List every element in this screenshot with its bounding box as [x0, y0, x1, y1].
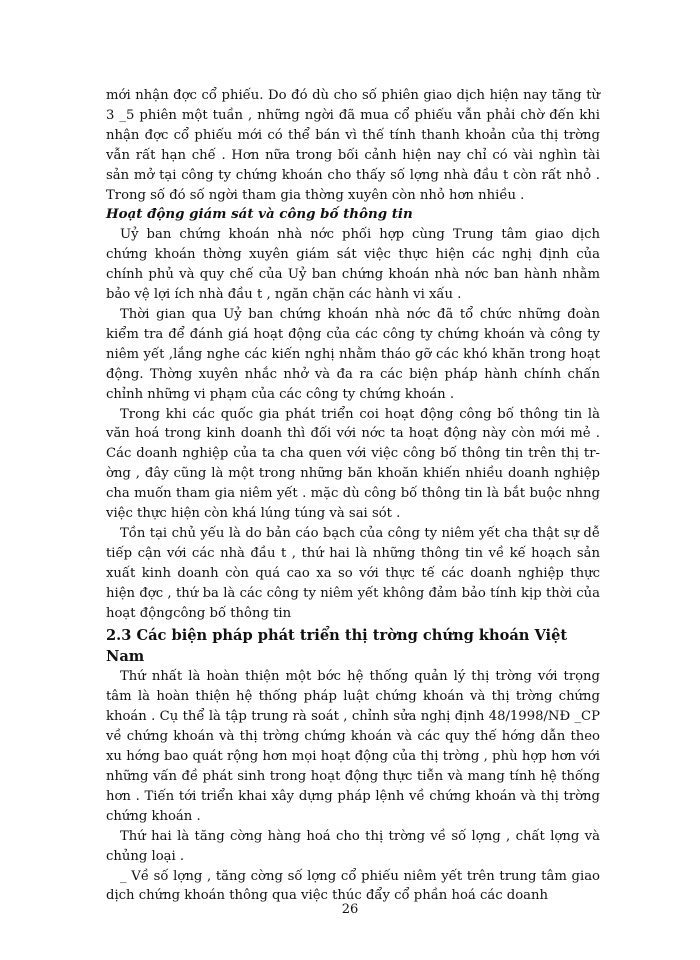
paragraph-8: _ Về số lợng , tăng cờng số lợng cổ phiếu niêm yết trên trung tâm giao dịch chứng khoán thông qua việc thúc đẩy cổ phần hoá các doanh [106, 868, 600, 904]
paragraph-1: mới nhận đợc cổ phiếu. Do đó dù cho số phiên giao dịch hiện nay tăng từ 3 _5 phiên một tuần , những ngời đã mua cổ phiếu vẫn phải chờ đến khi nhận đợc cổ phiếu mới có thể bán vì thế tính thanh khoản của thị trờng vẫn rất hạn chế . Hơn nữa trong bối cảnh hiện nay chỉ có vài nghìn tài sản mở tại công ty chứng khoán cho thấy số lợng nhà đầu t còn rất nhỏ . Trong số đó số ngời tham gia thờng xuyên còn nhỏ hơn nhiều . [106, 88, 600, 203]
paragraph-7: Thứ hai là tăng cờng hàng hoá cho thị trờng về số lợng , chất lợng và chủng loại . [106, 828, 600, 864]
paragraph-4: Trong khi các quốc gia phát triển coi hoạt động công bố thông tin là văn hoá trong kinh doanh thì đối với nớc ta hoạt động này còn mới mẻ . Các doanh nghiệp của ta cha quen với việc công bố thông tin trên thị trờng , đây cũng là một trong những băn khoăn khiến nhiều doanh nghiệp cha muốn tham gia niêm yết . mặc dù công bố thông tin là bắt buộc nhng việc thực hiện còn khá lúng túng và sai sót . [106, 406, 600, 522]
paragraph-3: Thời gian qua Uỷ ban chứng khoán nhà nớc đã tổ chức những đoàn kiểm tra để đánh giá hoạt động của các công ty chứng khoán và công ty niêm yết ,lắng nghe các kiến nghị nhằm tháo gỡ các khó khăn trong hoạt động. Thờng xuyên nhắc nhở và đa ra các biện pháp hành chính chấn chỉnh những vi phạm của các công ty chứng khoán . [106, 306, 600, 402]
page-number: 26 [341, 902, 359, 917]
paragraph-2: Uỷ ban chứng khoán nhà nớc phối hợp cùng Trung tâm giao dịch chứng khoán thờng xuyên giám sát việc thực hiện các nghị định của chính phủ và quy chế của Uỷ ban chứng khoán nhà nớc ban hành nhằm bảo vệ lợi ích nhà đầu t , ngăn chặn các hành vi xấu . [106, 227, 600, 303]
paragraph-5: Tồn tại chủ yếu là do bản cáo bạch của công ty niêm yết cha thật sự dễ tiếp cận với các nhà đầu t , thứ hai là những thông tin về kế hoạch sản xuất kinh doanh còn quá cao xa so với thực tế các doanh nghiệp thực hiện đợc , thứ ba là các công ty niêm yết không đảm bảo tính kịp thời của hoạt độngcông bố thông tin [106, 525, 600, 621]
section-heading-2-3: 2.3 Các biện pháp phát triển thị trờng chứng khoán Việt Nam [106, 627, 568, 666]
subheading-monitoring: Hoạt động giám sát và công bố thông tin [106, 206, 413, 223]
paragraph-6: Thứ nhất là hoàn thiện một bớc hệ thống quản lý thị trờng với trọng tâm là hoàn thiện hệ thống pháp luật chứng khoán và thị trờng chứng khoán . Cụ thể là tập trung rà soát , chỉnh sửa nghị định 48/1998/NĐ _CP về chứng khoán và thị trờng chứng khoán và các quy thế hớng dẫn theo xu hớng bao quát rộng hơn mọi hoạt động của thị trờng , phù hợp hơn với những vấn đề phát sinh trong hoạt động thực tiễn và mang tính hệ thống hơn . Tiến tới triển khai xây dựng pháp lệnh về chứng khoán và thị trờng chứng khoán . [106, 669, 600, 824]
page-body [106, 86, 600, 906]
